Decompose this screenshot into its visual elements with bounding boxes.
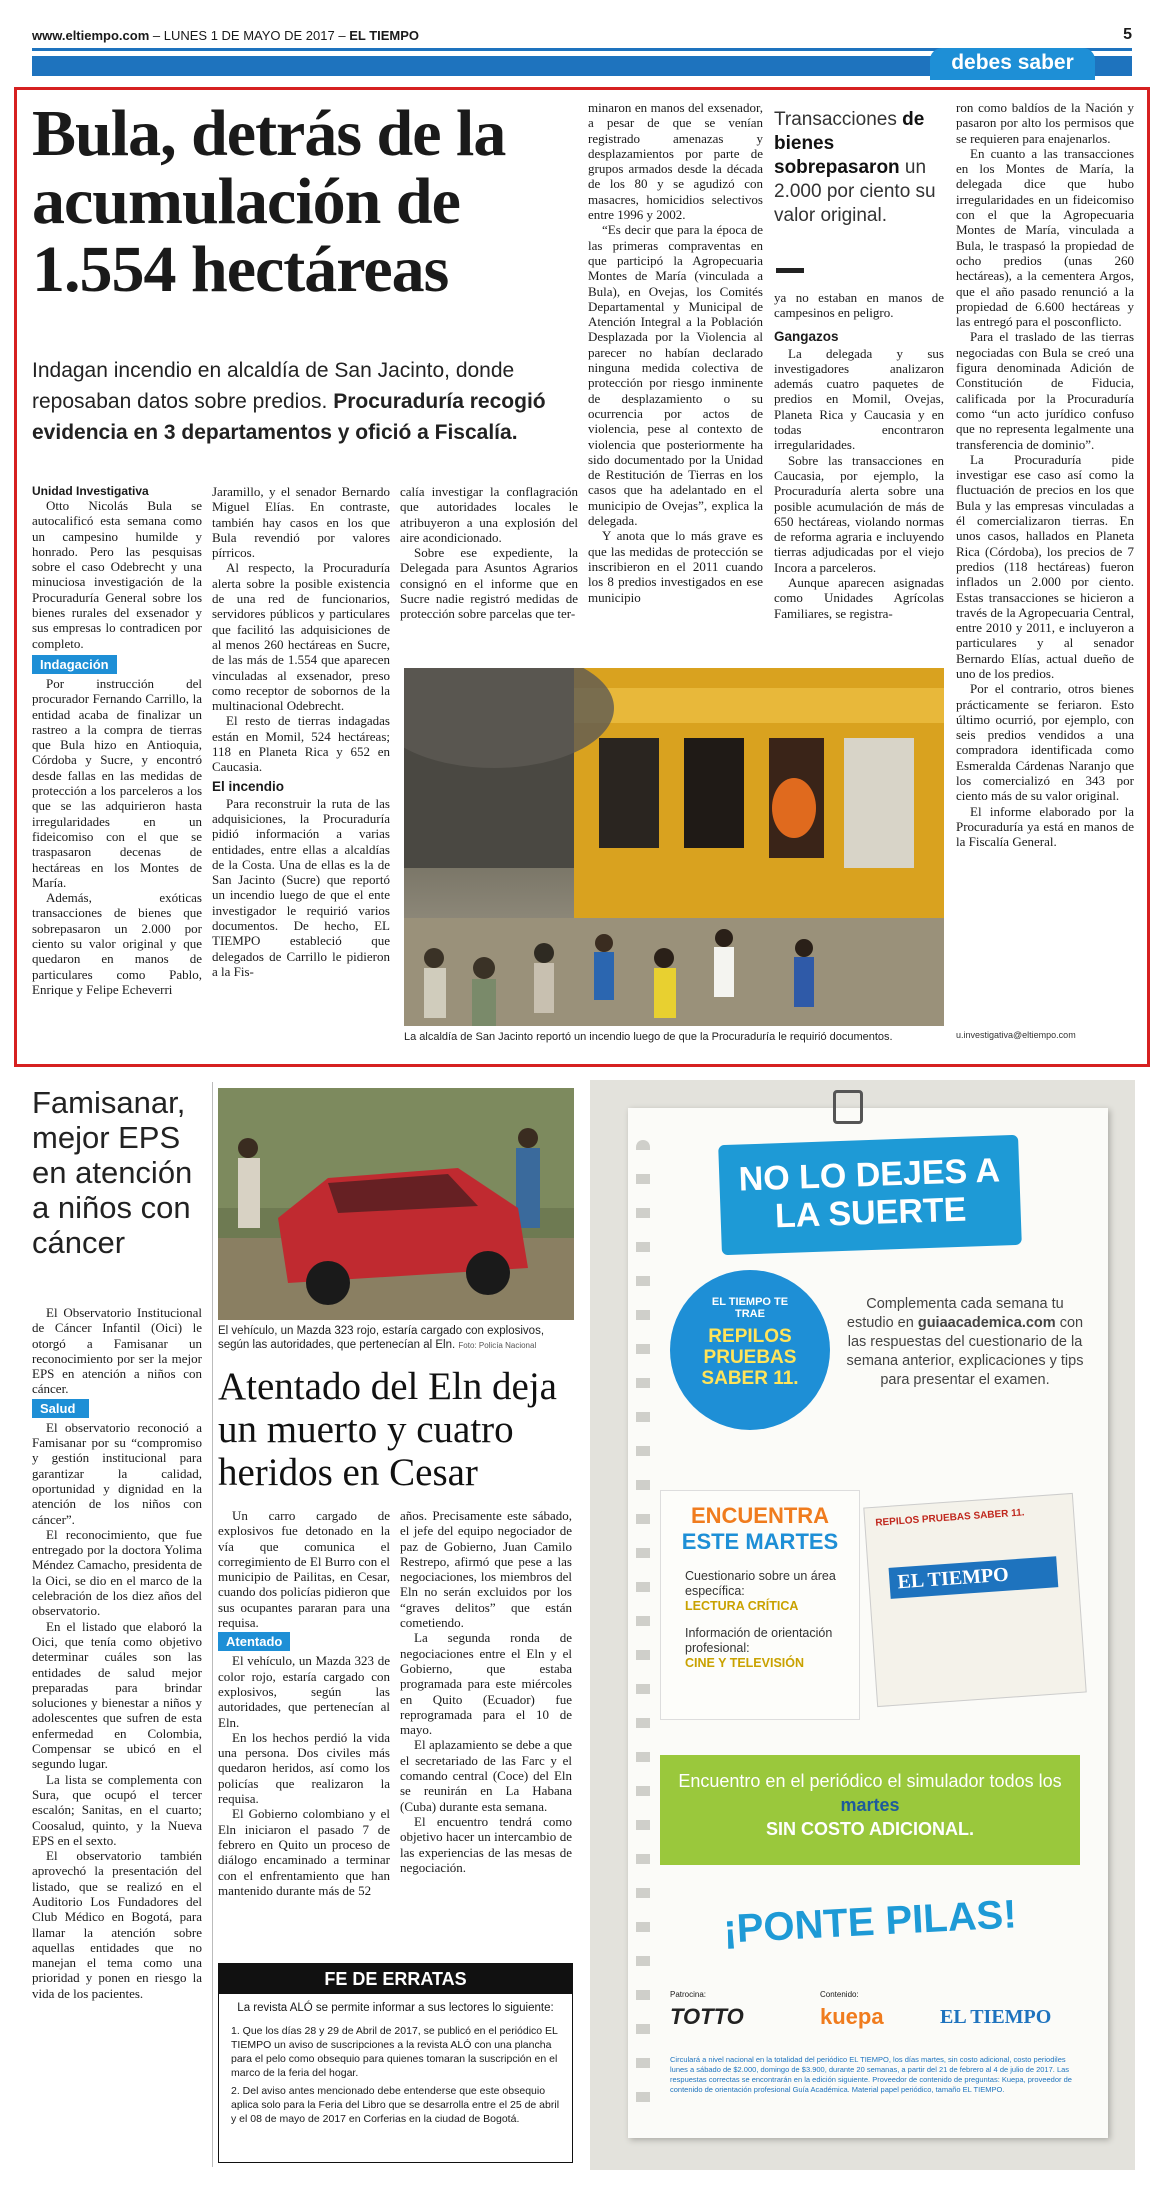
erratas-title: FE DE ERRATAS: [219, 1964, 572, 1994]
eln-col-b: [400, 1508, 572, 1953]
main-col-5: [774, 290, 944, 660]
ad-encuentra-b: ESTE MARTES: [681, 1529, 839, 1554]
ad-slogan: ¡PONTE PILAS!: [722, 1892, 1018, 1952]
main-p4: Jaramillo, y el senador Bernardo Miguel Elías. En contraste, también hay casos en los que Bula revendió por valores pírricos.: [212, 484, 390, 561]
indagacion-tag: Indagación: [32, 655, 117, 674]
main-col-3: [400, 484, 578, 659]
main-p21: Por el contrario, otros bienes prácticamente se feriaron. Esto último ocurrió, por ejemplo, con seis predios vendidos a una compradora identificada como Esmeralda Cárdenas Naranjo que los comercializó en 343 por ciento más de su valor original.: [956, 681, 1134, 804]
header-paper: EL TIEMPO: [349, 28, 420, 43]
eln-p5: años. Precisamente este sábado, el jefe del equipo negociador de paz de Gobierno, Juan Camilo Restrepo, afirmó que pese a las negociaciones, los miembros del Eln no serán excluidos por los “graves delitos” que están cometiendo.: [400, 1508, 572, 1631]
ad-badge-top: EL TIEMPO TE TRAE: [711, 1296, 789, 1320]
subhead-incendio: El incendio: [212, 778, 285, 794]
eln-p3: En los hechos perdió la vida una persona. Dos civiles más quedaron heridos, así como los policías que realizaron la requisa.: [218, 1729, 390, 1807]
ad-green-a: Encuentro en el periódico el simulador todos los: [678, 1771, 1062, 1791]
eln-headline: Atentado del Eln deja un muerto y cuatro heridos en Cesar: [218, 1365, 557, 1494]
eps-p1: El Observatorio Institucional de Cáncer Infantil (Oici) le otorgó a Famisanar un reconocimiento por ser la mejor EPS en atención a niños con cáncer.: [32, 1305, 202, 1397]
advertisement[interactable]: [590, 1080, 1135, 2170]
ad-banner: NO LO DEJES A LA SUERTE: [718, 1135, 1022, 1255]
eln-col-a: [218, 1508, 390, 1953]
deck-normal: Indagan incendio en alcaldía de San Jacinto, donde reposaban datos sobre predios.: [32, 359, 515, 413]
ad-bullet-2-highlight: CINE Y TELEVISIÓN: [685, 1656, 805, 1670]
fire-photo-caption: La alcaldía de San Jacinto reportó un incendio luego de que la Procuraduría le requirió documentos.: [404, 1031, 893, 1043]
fire-photo: [404, 668, 944, 1026]
ad-encuentra-card: [660, 1490, 860, 1720]
main-p8: calía investigar la conflagración que autoridades locales le atribuyeron a una explosión del aire acondicionado.: [400, 484, 578, 545]
ad-badge: [670, 1270, 830, 1430]
pullquote-bold: de bienes sobrepasaron: [774, 109, 925, 178]
main-p17: ron como baldíos de la Nación y pasaron por alto los permisos que se requieren para enajenarlos.: [956, 100, 1134, 146]
main-col-4: [588, 100, 763, 660]
subhead-gangazos: Gangazos: [774, 328, 839, 344]
ad-green-c: SIN COSTO ADICIONAL.: [765, 1819, 974, 1839]
ad-mini-paper: EL TIEMPO: [889, 1556, 1059, 1599]
main-headline: Bula, detrás de la acumulación de 1.554 hectáreas: [32, 97, 506, 306]
ad-text-b: con las respuestas del cuestionario de la semana anterior, explicaciones y tips para presentar el examen.: [846, 1315, 1084, 1388]
main-p14: La delegada y sus investigadores analizaron además cuatro paquetes de predios en Momil, Ovejas, Planeta Rica y Caucasia y en todas encontraron irregularidades.: [774, 345, 944, 453]
eps-p4: En el listado que elaboró la Oici, que tenía como objetivo determinar cuáles son las entidades de salud mejor preparadas para brindar soluciones y bienestar a niños y adolescentes que sufren de esta enfermedad en Colombia, Compensar se ubicó en el segundo lugar.: [32, 1618, 202, 1772]
main-p2: Por instrucción del procurador Fernando Carrillo, la entidad acaba de finalizar un rastreo a la compra de tierras que Bula hizo en Antioquia, Córdoba y Sucre, y encontró desde fallas en las medidas de protección a los parceleros a los que se las adquirieron hasta irregularidades en un fideicomiso con el que se traspasaron decenas de hectáreas en los Montes de María.: [32, 675, 202, 890]
main-p3: Además, exóticas transacciones de bienes que sobrepasaron un 2.000 por ciento su valor original y que quedaron en manos de particulares como Pablo, Enrique y Felipe Echeverri: [32, 890, 202, 997]
author-email[interactable]: u.investigativa@eltiempo.com: [956, 1030, 1076, 1040]
main-p22: El informe elaborado por la Procuraduría ya está en manos de la Fiscalía General.: [956, 803, 1134, 850]
erratas-intro: La revista ALÓ se permite informar a sus lectores lo siguiente:: [237, 2002, 554, 2014]
main-p1: Otto Nicolás Bula se autocalificó esta semana como un campesino humilde y honrado. Pero las pesquisas sobre el caso Odebrecht y una minuciosa investigación de la Procuraduría General sobre los bienes rurales del exsenador y sus empresas lo contradicen por completo.: [32, 498, 202, 651]
ad-sponsor-label: Patrocina:: [670, 1990, 707, 1999]
ad-brand-eltiempo: EL TIEMPO: [940, 2006, 1052, 2028]
main-col-2: [212, 484, 390, 1044]
erratas-item-2: 2. Del aviso antes mencionado debe entenderse que este obsequio aplica solo para la Feria del Libro que se desarrolla entre el 25 de abril y el 08 de mayo de 2017 en Corferias en la ciudad de Bogotá.: [231, 2085, 560, 2125]
fire-scene-illustration: [404, 668, 944, 1026]
ad-bullet-1: [685, 1569, 849, 1614]
main-p11: “Es decir que para la época de las primeras compraventas en que participó la Agropecuaria Montes de María (vinculada a Bula), en Ovejas, los Comités Departamental y Municipal de Atención Integral a la Población Desplazada por la Violencia al parecer no habían declarado ninguna medida colectiva de protección por riesgo inminente de desplazamiento o su ocurrencia por actos de violencia, pese al contexto de violencia que posteriormente ha sido documentado por la Unidad de Restitución de Tierras en los casos que ha adelantado en el municipio de Ovejas”, explica la delegada.: [588, 222, 763, 529]
main-col-6: [956, 100, 1134, 1030]
main-p6: El resto de tierras indagadas están en Momil, 524 hectáreas; 118 en Planeta Rica y 652 en Caucasia.: [212, 713, 390, 775]
eln-p6: La segunda ronda de negociaciones entre el Eln y el Gobierno, que estaba programada para este miércoles en Quito (Ecuador) fue reprogramada para el 10 de mayo.: [400, 1630, 572, 1738]
header-date: LUNES 1 DE MAYO DE 2017: [163, 28, 335, 43]
erratas-box: [218, 1963, 573, 2163]
pullquote-c: un 2.000 por ciento su valor original.: [774, 157, 936, 226]
main-col-1: [32, 484, 202, 1044]
ad-spiral-holes: [636, 1140, 650, 2120]
eps-p2: El observatorio reconoció a Famisanar por su “compromiso y gestión institucional para garantizar la calidad, oportunidad y dignidad en la atención de los niños con cáncer”.: [32, 1419, 202, 1527]
eps-p3: El reconocimiento, que fue entregado por la doctora Yolima Méndez Camacho, presidenta de la Oici, se dio en el marco de la celebración de los diez años del observatorio.: [32, 1526, 202, 1619]
ad-green-b: martes: [840, 1795, 900, 1815]
pullquote-a: Transacciones: [774, 109, 903, 130]
car-photo-credit: Foto: Policía Nacional: [458, 1341, 537, 1350]
main-p10: minaron en manos del exsenador, a pesar de que se venían registrado amenazas y desplazamientos por parte de grupos armados desde la década de los 80 y se agudizó con masacres, homicidios selectivos entre 1996 y 2002.: [588, 100, 763, 223]
ad-bullet-2-text: Información de orientación profesional:: [685, 1626, 833, 1655]
ad-newspaper-stack: [863, 1493, 1086, 1707]
ad-bullet-1-highlight: LECTURA CRÍTICA: [685, 1599, 799, 1613]
pull-quote: [774, 108, 944, 228]
main-deck: [32, 355, 572, 448]
main-p20: La Procuraduría pide investigar ese caso así como la fluctuación de precios en los que Bula y las empresas vinculadas a él comercializaron tierras. En unos casos, hallados en Planeta Rica (Córdoba), los precios de 7 predios (118 hectáreas) fueron inflados un 2.000 por ciento. Estas transacciones se hicieron a través de la Agropecuaria Central, entre 2010 y 2011, e incluyeron a particulares y al senador Bernardo Elías, actual dueño de uno de los predios.: [956, 451, 1134, 681]
ad-binder-clip-icon: [833, 1090, 863, 1124]
eps-p5: La lista se complementa con Sura, que ocupó el tercer escalón; Sanitas, en el cuarto; Coosalud, quinto, y la Nueva EPS en el sexto.: [32, 1771, 202, 1848]
eps-p6: El observatorio también aprovechó la presentación del listado, que se realizó en el Auditorio Los Fundadores del Club Médico en Bogotá, para llamar la atención sobre aquellas entidades que no manejan el tema como una prioridad y ponen en riesgo la vida de los pacientes.: [32, 1848, 202, 2001]
ad-sponsors: [670, 1990, 1080, 2050]
atentado-tag: Atentado: [218, 1632, 290, 1651]
eps-story: [32, 1305, 202, 2165]
ad-bullet-1-text: Cuestionario sobre un área específica:: [685, 1569, 836, 1598]
page-header: www.eltiempo.com – LUNES 1 DE MAYO DE 2017 – EL TIEMPO 5: [32, 26, 1132, 43]
car-caption-text: El vehículo, un Mazda 323 rojo, estaría cargado con explosivos, según las autoridades, que pertenecían al Eln.: [218, 1325, 545, 1351]
lower-divider: [212, 1082, 213, 2167]
main-p18: En cuanto a las transacciones en los Montes de María, la delegada dice que hubo irregularidades en un fideicomiso con el que la Agropecuaria Montes de María, vinculada a Bula, le traspasó la propiedad de ocho predios (unas 260 hectáreas), a la cementera Argos, que el año pasado renunció a la propiedad de 6.600 hectáreas y las entregó para el posconflicto.: [956, 145, 1134, 330]
main-p15: Sobre las transacciones en Caucasia, por ejemplo, la Procuraduría alerta sobre una posible acumulación de más de 650 hectáreas, violando normas de reforma agraria e incluyendo tierras adjudicadas por el viejo Incora a parceleros.: [774, 452, 944, 575]
main-p12: Y anota que lo más grave es que las medidas de protección se inscribieron en el 2011 cuando los 8 predios investigados en ese municipio: [588, 528, 763, 605]
car-illustration: [218, 1088, 574, 1320]
main-p16: Aunque aparecen asignadas como Unidades Agrícolas Familiares, se registra-: [774, 575, 944, 621]
salud-tag: Salud: [32, 1399, 89, 1418]
eln-p2: El vehículo, un Mazda 323 de color rojo, estaría cargado con explosivos, según las autoridades, que pertenecían al Eln.: [218, 1653, 390, 1730]
eln-p1: Un carro cargado de explosivos fue detonado en la vía que comunica el corregimiento de El Burro con el municipio de Pailitas, en Cesar, cuando dos policías pidieron que sus ocupantes pararan para una requisa.: [218, 1508, 390, 1631]
deck-bold: Procuraduría recogió evidencia en 3 departamentos y ofició a Fiscalía.: [32, 390, 546, 444]
byline: Unidad Investigativa: [32, 484, 149, 498]
eln-p8: El encuentro tendrá como objetivo hacer un intercambio de las experiencias de las mesas de negociación.: [400, 1813, 572, 1875]
ad-mini-title: REPILOS PRUEBAS SABER 11.: [875, 1507, 1025, 1529]
main-p7: Para reconstruir la ruta de las adquisiciones, la Procuraduría pidió información a varias entidades, entre ellas a alcaldías de la Costa. Una de ellas es la de San Jacinto (Sucre) que reportó un incendio luego de que el ente investigador le requirió varios documentos. De hecho, EL TIEMPO estableció que delegados de Carrillo le pidieron a la Fis-: [212, 795, 390, 979]
header-url[interactable]: www.eltiempo.com: [32, 28, 150, 43]
main-p13: ya no estaban en manos de campesinos en peligro.: [774, 290, 944, 321]
erratas-item-1: 1. Que los días 28 y 29 de Abril de 2017, se publicó en el periódico EL TIEMPO un aviso de suscripciones a la revista ALÓ con una plancha para el pelo como obsequio para quienes tomaran la suscripción en el marco de la feria del hogar.: [231, 2025, 558, 2079]
pullquote-rule: [776, 268, 804, 273]
ad-content-label: Contenido:: [820, 1990, 859, 1999]
ad-badge-main: REPILOS PRUEBAS SABER 11.: [701, 1326, 799, 1389]
ad-brand-kuepa: kuepa: [820, 2004, 884, 2029]
page-number: 5: [1123, 26, 1132, 43]
ad-brand-totto: TOTTO: [670, 2004, 744, 2029]
eln-p4: El Gobierno colombiano y el Eln iniciaron el pasado 7 de febrero en Quito un proceso de diálogo encaminado a terminar con el enfrentamiento que han mantenido durante más de 52: [218, 1806, 390, 1898]
ad-intro-text: [845, 1295, 1085, 1390]
main-p5: Al respecto, la Procuraduría alerta sobre la posible existencia de una red de funcionarios, servidores públicos y particulares que facilitó las adquisiciones de al menos 260 hectáreas en Sucre, de las más de 1.554 que aparecen vinculadas al exsenador, preso como receptor de sobornos de la multinacional Odebrecht.: [212, 560, 390, 714]
eps-headline: Famisanar, mejor EPS en atención a niños con cáncer: [32, 1085, 193, 1260]
ad-bullet-2: [685, 1626, 849, 1671]
car-photo-caption: [218, 1324, 576, 1353]
car-photo: [218, 1088, 574, 1320]
ad-fine-print: Circulará a nivel nacional en la totalidad del periódico EL TIEMPO, los días martes, sin costo adicional, costo periodiles lunes a sábado de $2.000, domingo de $3.900, durante 20 semanas, a partir del 21 de febrero al 4 de julio de 2017. Las respuestas correctas se encontrarán en la edición siguiente. Proveedor de contenido de preguntas: Kuepa, proveedor de contenido de orientación profesional Guía Académica. Material papel periódico, tamaño EL TIEMPO.: [670, 2055, 1072, 2094]
ad-site[interactable]: guiaacademica.com: [917, 1315, 1056, 1331]
ad-encuentra-a: ENCUENTRA: [690, 1503, 830, 1528]
ad-text-a: Complementa cada semana tu estudio en: [846, 1296, 1064, 1331]
eln-p7: El aplazamiento se debe a que el secretariado de las Farc y el comando central (Coce) del Eln se reunirán en La Habana (Cuba) durante esta semana.: [400, 1737, 572, 1814]
section-tab[interactable]: debes saber: [930, 48, 1095, 80]
ad-green-banner: [660, 1755, 1080, 1865]
main-p19: Para el traslado de las tierras negociadas con Bula se creó una figura denominada Adición de Constitución de Fiducia, calificada por la Procuraduría como “un acto jurídico confuso que no representa legalmente una transferencia de dominio”.: [956, 329, 1134, 452]
main-p9: Sobre ese expediente, la Delegada para Asuntos Agrarios consignó en el informe que en Sucre nadie registró medidas de protección sobre parcelas que ter-: [400, 545, 578, 622]
